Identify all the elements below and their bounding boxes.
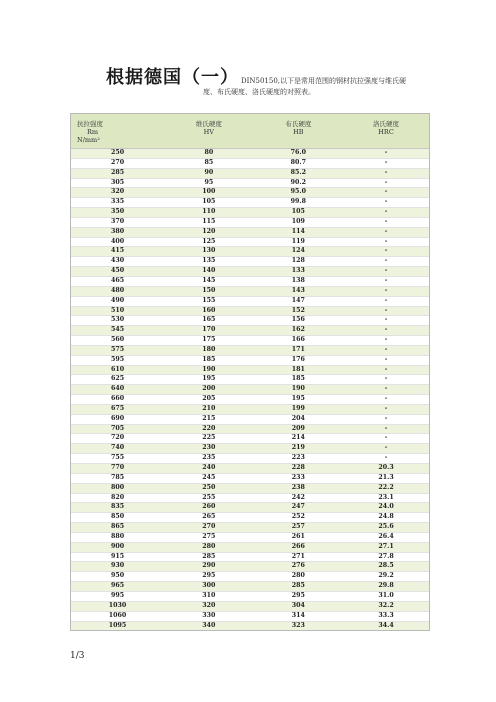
header-label: 布氏硬度 bbox=[285, 120, 312, 128]
table-row bbox=[71, 149, 429, 159]
table-row bbox=[71, 434, 429, 444]
table-cell: 29.2 bbox=[343, 572, 429, 582]
table-cell: 270 bbox=[164, 523, 254, 533]
table-cell: 140 bbox=[164, 267, 254, 277]
table-cell: - bbox=[343, 247, 429, 257]
table-row bbox=[71, 306, 429, 316]
table-cell: 210 bbox=[164, 404, 254, 414]
table-cell: 125 bbox=[164, 237, 254, 247]
table-cell: 320 bbox=[164, 601, 254, 611]
table-cell: 145 bbox=[164, 276, 254, 286]
table-cell: 304 bbox=[254, 601, 344, 611]
table-cell: 430 bbox=[71, 257, 164, 267]
table-cell: 80.7 bbox=[254, 158, 344, 168]
table-row bbox=[71, 424, 429, 434]
table-cell: 930 bbox=[71, 562, 164, 572]
table-cell: 128 bbox=[254, 257, 344, 267]
table-cell: 755 bbox=[71, 454, 164, 464]
table-cell: - bbox=[343, 355, 429, 365]
table-cell: 660 bbox=[71, 395, 164, 405]
table-cell: 560 bbox=[71, 336, 164, 346]
table-cell: 152 bbox=[254, 306, 344, 316]
table-row bbox=[71, 483, 429, 493]
table-cell: - bbox=[343, 306, 429, 316]
table-cell: - bbox=[343, 286, 429, 296]
table-cell: 29.8 bbox=[343, 582, 429, 592]
table-row bbox=[71, 375, 429, 385]
table-cell: 199 bbox=[254, 404, 344, 414]
table-cell: - bbox=[343, 257, 429, 267]
table-cell: - bbox=[343, 375, 429, 385]
table-cell: 85.2 bbox=[254, 168, 344, 178]
table-cell: 219 bbox=[254, 444, 344, 454]
table-cell: - bbox=[343, 336, 429, 346]
table-row bbox=[71, 217, 429, 227]
table-cell: 1030 bbox=[71, 601, 164, 611]
table-cell: 490 bbox=[71, 296, 164, 306]
table-cell: 150 bbox=[164, 286, 254, 296]
table-row bbox=[71, 188, 429, 198]
table-cell: 770 bbox=[71, 464, 164, 474]
table-row bbox=[71, 296, 429, 306]
table-row bbox=[71, 198, 429, 208]
table-cell: 400 bbox=[71, 237, 164, 247]
table-cell: - bbox=[343, 158, 429, 168]
table-cell: 450 bbox=[71, 267, 164, 277]
table-cell: 575 bbox=[71, 345, 164, 355]
table-cell: 200 bbox=[164, 385, 254, 395]
table-cell: - bbox=[343, 149, 429, 159]
table-cell: 165 bbox=[164, 316, 254, 326]
table-cell: 995 bbox=[71, 591, 164, 601]
table-cell: 27.1 bbox=[343, 542, 429, 552]
table-cell: 176 bbox=[254, 355, 344, 365]
header-label: 洛氏硬度 bbox=[373, 120, 400, 128]
header-symbol: HB bbox=[293, 128, 304, 136]
table-row bbox=[71, 395, 429, 405]
table-cell: 109 bbox=[254, 217, 344, 227]
table-row bbox=[71, 158, 429, 168]
table-cell: 335 bbox=[71, 198, 164, 208]
table-cell: 965 bbox=[71, 582, 164, 592]
table-cell: 350 bbox=[71, 208, 164, 218]
table-cell: 290 bbox=[164, 562, 254, 572]
table-cell: - bbox=[343, 168, 429, 178]
table-cell: 850 bbox=[71, 513, 164, 523]
table-cell: 610 bbox=[71, 365, 164, 375]
table-cell: - bbox=[343, 424, 429, 434]
table-cell: 185 bbox=[254, 375, 344, 385]
table-cell: 124 bbox=[254, 247, 344, 257]
table-cell: - bbox=[343, 217, 429, 227]
table-cell: 260 bbox=[164, 503, 254, 513]
table-cell: 330 bbox=[164, 611, 254, 621]
table-cell: - bbox=[343, 237, 429, 247]
table-cell: 155 bbox=[164, 296, 254, 306]
hardness-table-grid bbox=[71, 114, 429, 630]
table-cell: 880 bbox=[71, 532, 164, 542]
table-cell: 675 bbox=[71, 404, 164, 414]
page-title: 根据德国（一） bbox=[106, 67, 239, 88]
header-symbol: HRC bbox=[378, 128, 394, 136]
table-cell: 785 bbox=[71, 473, 164, 483]
table-cell: 99.8 bbox=[254, 198, 344, 208]
title-note: DIN50150,以下是常用范围的钢材抗拉强度与维氏硬 bbox=[241, 77, 406, 85]
table-cell: - bbox=[343, 296, 429, 306]
table-cell: 252 bbox=[254, 513, 344, 523]
table-cell: 185 bbox=[164, 355, 254, 365]
table-row bbox=[71, 247, 429, 257]
table-row bbox=[71, 257, 429, 267]
table-cell: 820 bbox=[71, 493, 164, 503]
table-row bbox=[71, 523, 429, 533]
table-cell: 114 bbox=[254, 227, 344, 237]
table-row bbox=[71, 464, 429, 474]
table-cell: 233 bbox=[254, 473, 344, 483]
table-row bbox=[71, 532, 429, 542]
table-cell: 720 bbox=[71, 434, 164, 444]
table-cell: 510 bbox=[71, 306, 164, 316]
table-cell: 950 bbox=[71, 572, 164, 582]
table-row bbox=[71, 178, 429, 188]
table-cell: 265 bbox=[164, 513, 254, 523]
table-cell: 247 bbox=[254, 503, 344, 513]
table-cell: 27.8 bbox=[343, 552, 429, 562]
table-row bbox=[71, 552, 429, 562]
table-row bbox=[71, 572, 429, 582]
table-cell: - bbox=[343, 365, 429, 375]
table-cell: 190 bbox=[164, 365, 254, 375]
table-cell: - bbox=[343, 208, 429, 218]
table-cell: 270 bbox=[71, 158, 164, 168]
header-brinell bbox=[254, 114, 344, 149]
table-cell: 90 bbox=[164, 168, 254, 178]
table-cell: 95.0 bbox=[254, 188, 344, 198]
table-cell: 130 bbox=[164, 247, 254, 257]
table-cell: 545 bbox=[71, 326, 164, 336]
table-row bbox=[71, 444, 429, 454]
table-cell: 156 bbox=[254, 316, 344, 326]
table-cell: 147 bbox=[254, 296, 344, 306]
table-cell: 800 bbox=[71, 483, 164, 493]
header-symbol: HV bbox=[203, 128, 215, 136]
table-cell: - bbox=[343, 404, 429, 414]
table-cell: - bbox=[343, 434, 429, 444]
table-cell: 21.3 bbox=[343, 473, 429, 483]
table-cell: 310 bbox=[164, 591, 254, 601]
table-cell: - bbox=[343, 345, 429, 355]
table-cell: 255 bbox=[164, 493, 254, 503]
table-cell: 690 bbox=[71, 414, 164, 424]
header-rockwell bbox=[343, 114, 429, 149]
table-cell: 261 bbox=[254, 532, 344, 542]
table-cell: 133 bbox=[254, 267, 344, 277]
table-cell: 370 bbox=[71, 217, 164, 227]
table-cell: 28.5 bbox=[343, 562, 429, 572]
table-cell: 20.3 bbox=[343, 464, 429, 474]
table-cell: 340 bbox=[164, 621, 254, 630]
table-cell: - bbox=[343, 276, 429, 286]
table-cell: 162 bbox=[254, 326, 344, 336]
table-cell: 295 bbox=[164, 572, 254, 582]
table-cell: 22.2 bbox=[343, 483, 429, 493]
table-cell: 110 bbox=[164, 208, 254, 218]
table-row bbox=[71, 404, 429, 414]
table-cell: - bbox=[343, 385, 429, 395]
table-row bbox=[71, 493, 429, 503]
table-cell: 225 bbox=[164, 434, 254, 444]
table-row bbox=[71, 316, 429, 326]
table-cell: 90.2 bbox=[254, 178, 344, 188]
table-cell: 85 bbox=[164, 158, 254, 168]
table-cell: 215 bbox=[164, 414, 254, 424]
table-row bbox=[71, 168, 429, 178]
header-tensile-strength bbox=[71, 114, 164, 149]
table-cell: 900 bbox=[71, 542, 164, 552]
table-cell: 195 bbox=[164, 375, 254, 385]
header-label: 抗拉强度 bbox=[77, 120, 103, 128]
table-cell: 235 bbox=[164, 454, 254, 464]
table-cell: 190 bbox=[254, 385, 344, 395]
table-cell: 835 bbox=[71, 503, 164, 513]
table-cell: 915 bbox=[71, 552, 164, 562]
page-number: 1/3 bbox=[70, 651, 85, 661]
table-cell: 705 bbox=[71, 424, 164, 434]
table-cell: 280 bbox=[254, 572, 344, 582]
table-cell: 26.4 bbox=[343, 532, 429, 542]
table-row bbox=[71, 365, 429, 375]
table-body bbox=[71, 149, 429, 631]
table-row bbox=[71, 385, 429, 395]
table-cell: - bbox=[343, 326, 429, 336]
table-cell: 24.8 bbox=[343, 513, 429, 523]
table-cell: 266 bbox=[254, 542, 344, 552]
table-cell: 280 bbox=[164, 542, 254, 552]
title-row bbox=[106, 63, 406, 89]
table-row bbox=[71, 414, 429, 424]
table-cell: 230 bbox=[164, 444, 254, 454]
header-label: 维氏硬度 bbox=[195, 120, 222, 128]
table-cell: 257 bbox=[254, 523, 344, 533]
table-cell: 223 bbox=[254, 454, 344, 464]
table-cell: 250 bbox=[164, 483, 254, 493]
table-row bbox=[71, 591, 429, 601]
table-cell: 640 bbox=[71, 385, 164, 395]
table-row bbox=[71, 286, 429, 296]
table-cell: 480 bbox=[71, 286, 164, 296]
table-cell: - bbox=[343, 178, 429, 188]
table-row bbox=[71, 621, 429, 630]
table-cell: 143 bbox=[254, 286, 344, 296]
table-cell: 32.2 bbox=[343, 601, 429, 611]
table-cell: 180 bbox=[164, 345, 254, 355]
header-unit: N/mm² bbox=[77, 136, 100, 144]
table-cell: 24.0 bbox=[343, 503, 429, 513]
table-cell: 1060 bbox=[71, 611, 164, 621]
header-symbol: Rm bbox=[87, 128, 99, 136]
table-cell: - bbox=[343, 227, 429, 237]
table-cell: 415 bbox=[71, 247, 164, 257]
table-row bbox=[71, 582, 429, 592]
table-cell: 76.0 bbox=[254, 149, 344, 159]
table-cell: 100 bbox=[164, 188, 254, 198]
table-cell: 295 bbox=[254, 591, 344, 601]
table-cell: 115 bbox=[164, 217, 254, 227]
table-row bbox=[71, 276, 429, 286]
table-cell: - bbox=[343, 454, 429, 464]
table-cell: 105 bbox=[254, 208, 344, 218]
header-vickers bbox=[164, 114, 254, 149]
table-row bbox=[71, 208, 429, 218]
table-cell: 160 bbox=[164, 306, 254, 316]
table-cell: 865 bbox=[71, 523, 164, 533]
table-cell: 240 bbox=[164, 464, 254, 474]
table-cell: 285 bbox=[254, 582, 344, 592]
table-row bbox=[71, 355, 429, 365]
table-row bbox=[71, 513, 429, 523]
table-cell: 220 bbox=[164, 424, 254, 434]
table-row bbox=[71, 473, 429, 483]
table-row bbox=[71, 503, 429, 513]
table-row bbox=[71, 601, 429, 611]
table-cell: 323 bbox=[254, 621, 344, 630]
table-cell: 271 bbox=[254, 552, 344, 562]
table-cell: 595 bbox=[71, 355, 164, 365]
table-cell: 285 bbox=[164, 552, 254, 562]
table-cell: 95 bbox=[164, 178, 254, 188]
table-cell: - bbox=[343, 444, 429, 454]
table-cell: 170 bbox=[164, 326, 254, 336]
table-cell: 209 bbox=[254, 424, 344, 434]
table-cell: 175 bbox=[164, 336, 254, 346]
table-row bbox=[71, 542, 429, 552]
table-cell: 171 bbox=[254, 345, 344, 355]
table-cell: 242 bbox=[254, 493, 344, 503]
table-cell: 276 bbox=[254, 562, 344, 572]
table-row bbox=[71, 267, 429, 277]
table-cell: 1095 bbox=[71, 621, 164, 630]
table-cell: 300 bbox=[164, 582, 254, 592]
table-row bbox=[71, 237, 429, 247]
table-cell: - bbox=[343, 316, 429, 326]
table-cell: 181 bbox=[254, 365, 344, 375]
table-cell: 33.3 bbox=[343, 611, 429, 621]
table-cell: 120 bbox=[164, 227, 254, 237]
table-row bbox=[71, 336, 429, 346]
table-cell: 205 bbox=[164, 395, 254, 405]
table-cell: 105 bbox=[164, 198, 254, 208]
table-cell: 166 bbox=[254, 336, 344, 346]
table-cell: 238 bbox=[254, 483, 344, 493]
table-cell: 530 bbox=[71, 316, 164, 326]
table-cell: 625 bbox=[71, 375, 164, 385]
table-row bbox=[71, 326, 429, 336]
table-cell: 250 bbox=[71, 149, 164, 159]
table-cell: - bbox=[343, 198, 429, 208]
table-cell: 25.6 bbox=[343, 523, 429, 533]
table-cell: - bbox=[343, 414, 429, 424]
table-cell: 214 bbox=[254, 434, 344, 444]
table-cell: 245 bbox=[164, 473, 254, 483]
table-cell: - bbox=[343, 188, 429, 198]
table-cell: 465 bbox=[71, 276, 164, 286]
hardness-table bbox=[70, 113, 430, 631]
table-cell: 275 bbox=[164, 532, 254, 542]
table-cell: 305 bbox=[71, 178, 164, 188]
table-cell: 228 bbox=[254, 464, 344, 474]
table-row bbox=[71, 562, 429, 572]
subtitle: 度、布氏硬度、洛氏硬度的对照表。 bbox=[203, 88, 315, 96]
table-cell: - bbox=[343, 395, 429, 405]
table-cell: 135 bbox=[164, 257, 254, 267]
table-cell: 119 bbox=[254, 237, 344, 247]
table-cell: 138 bbox=[254, 276, 344, 286]
table-row bbox=[71, 611, 429, 621]
table-header-row bbox=[71, 114, 429, 149]
table-cell: 195 bbox=[254, 395, 344, 405]
table-cell: 740 bbox=[71, 444, 164, 454]
table-cell: 34.4 bbox=[343, 621, 429, 630]
table-cell: 204 bbox=[254, 414, 344, 424]
table-cell: 320 bbox=[71, 188, 164, 198]
table-row bbox=[71, 345, 429, 355]
table-cell: 314 bbox=[254, 611, 344, 621]
table-cell: 23.1 bbox=[343, 493, 429, 503]
table-cell: 285 bbox=[71, 168, 164, 178]
table-cell: 80 bbox=[164, 149, 254, 159]
table-row bbox=[71, 454, 429, 464]
table-cell: - bbox=[343, 267, 429, 277]
table-cell: 380 bbox=[71, 227, 164, 237]
table-row bbox=[71, 227, 429, 237]
table-cell: 31.0 bbox=[343, 591, 429, 601]
